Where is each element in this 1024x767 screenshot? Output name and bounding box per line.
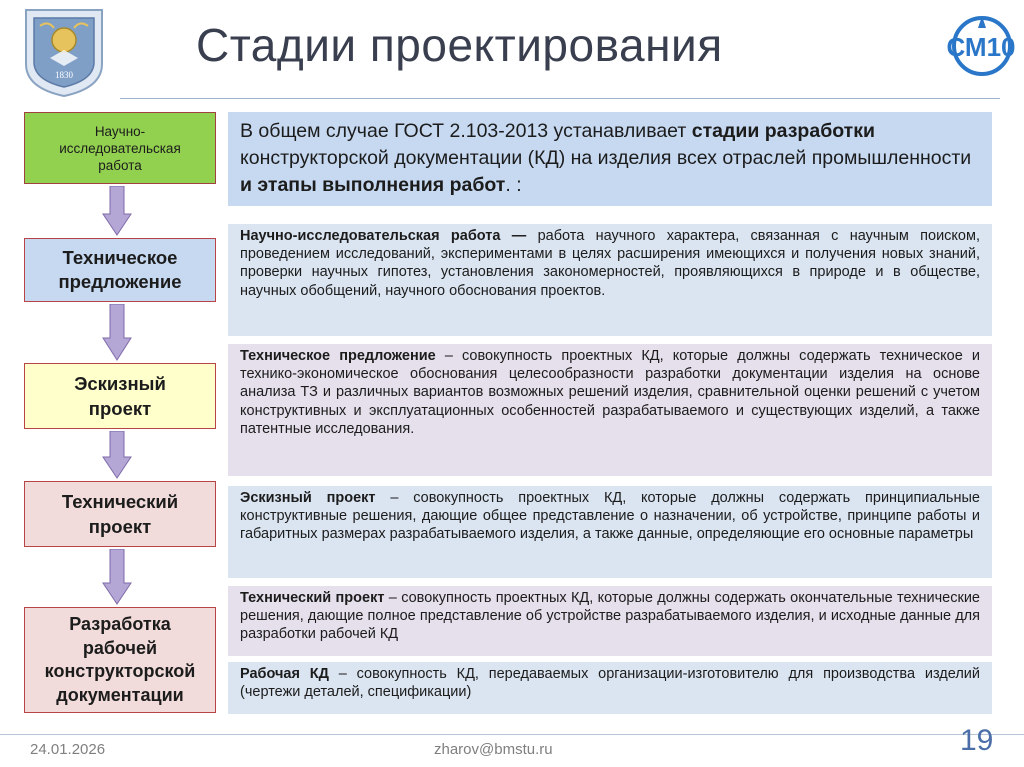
footer-divider: [0, 734, 1024, 735]
definition-technical-proposal: [228, 344, 992, 476]
stage-label: Эскизный проект: [74, 373, 166, 419]
definition-term: Эскизный проект: [240, 490, 376, 506]
stage-label: Научно-исследовательская работа: [59, 123, 181, 173]
stage-research: [24, 112, 216, 184]
slide-number: 19: [960, 724, 994, 757]
definition-research: [228, 224, 992, 336]
down-arrow-icon: [102, 549, 132, 605]
down-arrow-icon: [102, 431, 132, 479]
intro-text: конструкторской документации (КД) на изделия всех отраслей промышленности: [240, 147, 972, 169]
definition-text: работа научного характера, связанная с научным поиском, проведением исследований, экспериментами в целях расширения имеющихся и получения новых знаний, проверки научных гипотез, установления закономерностей, проявляющихся в природе и в обществе, научных обобщений, научного обоснования проектов.: [240, 228, 980, 299]
intro-highlight: стадии разработки: [691, 120, 875, 142]
stage-working-documentation: [24, 607, 216, 713]
footer-email: zharov@bmstu.ru: [434, 741, 553, 758]
definition-text: – совокупность проектных КД, которые должны содержать техническое и технико-экономическое обоснования целесообразности разработки документации изделия на основе анализа ТЗ и различных вариантов возможных решений изделия, сравнительной оценки решений с учетом конструктивных и эксплуатационных особенностей разрабатываемого и существующих изделий, а также патентные исследования.: [240, 348, 980, 437]
page-title: Стадии проектирования: [196, 19, 723, 71]
intro-box: [228, 112, 992, 206]
stage-label: Разработка рабочей конструкторской документации: [44, 614, 196, 705]
svg-text:СМ10: СМ10: [946, 32, 1016, 62]
definition-term: Технический проект: [240, 590, 385, 606]
definition-text: – совокупность проектных КД, которые должны содержать принципиальные конструктивные решения, дающие общее представление о назначении, об устройстве, принципе работы и габаритных размерах разрабатываемого изделия, а также данные, определяющие его основные параметры: [240, 490, 980, 543]
down-arrow-icon: [102, 304, 132, 361]
footer-date: 24.01.2026: [30, 741, 106, 758]
university-crest-logo: [20, 6, 108, 98]
stage-technical-proposal: [24, 238, 216, 302]
svg-text:1830: 1830: [55, 70, 73, 80]
stage-sketch-project: [24, 363, 216, 429]
down-arrow-icon: [102, 186, 132, 236]
definition-sketch-project: [228, 486, 992, 578]
cm10-logo: [944, 14, 1018, 78]
definition-term: Научно-исследовательская работа —: [240, 228, 527, 244]
stage-label: Технический проект: [61, 491, 179, 537]
definition-term: Техническое предложение: [240, 348, 436, 364]
definition-text: – совокупность проектных КД, которые должны содержать окончательные технические решения, дающие полное представление об устройстве разрабатываемого изделия, и исходные данные для разработки рабочей КД: [240, 590, 981, 643]
title-divider: [120, 98, 1000, 99]
intro-text: В общем случае ГОСТ 2.103-2013 устанавливает: [240, 120, 692, 142]
definition-text: – совокупность КД, передаваемых организации-изготовителю для производства изделий (чертежи деталей, спецификации): [240, 666, 980, 701]
intro-highlight: и этапы выполнения работ: [240, 174, 506, 196]
definition-term: Рабочая КД: [240, 666, 329, 682]
intro-text: . :: [505, 174, 522, 196]
stage-label: Техническое предложение: [58, 247, 182, 292]
definition-technical-project: [228, 586, 992, 656]
stage-technical-project: [24, 481, 216, 547]
definition-working-documentation: [228, 662, 992, 714]
